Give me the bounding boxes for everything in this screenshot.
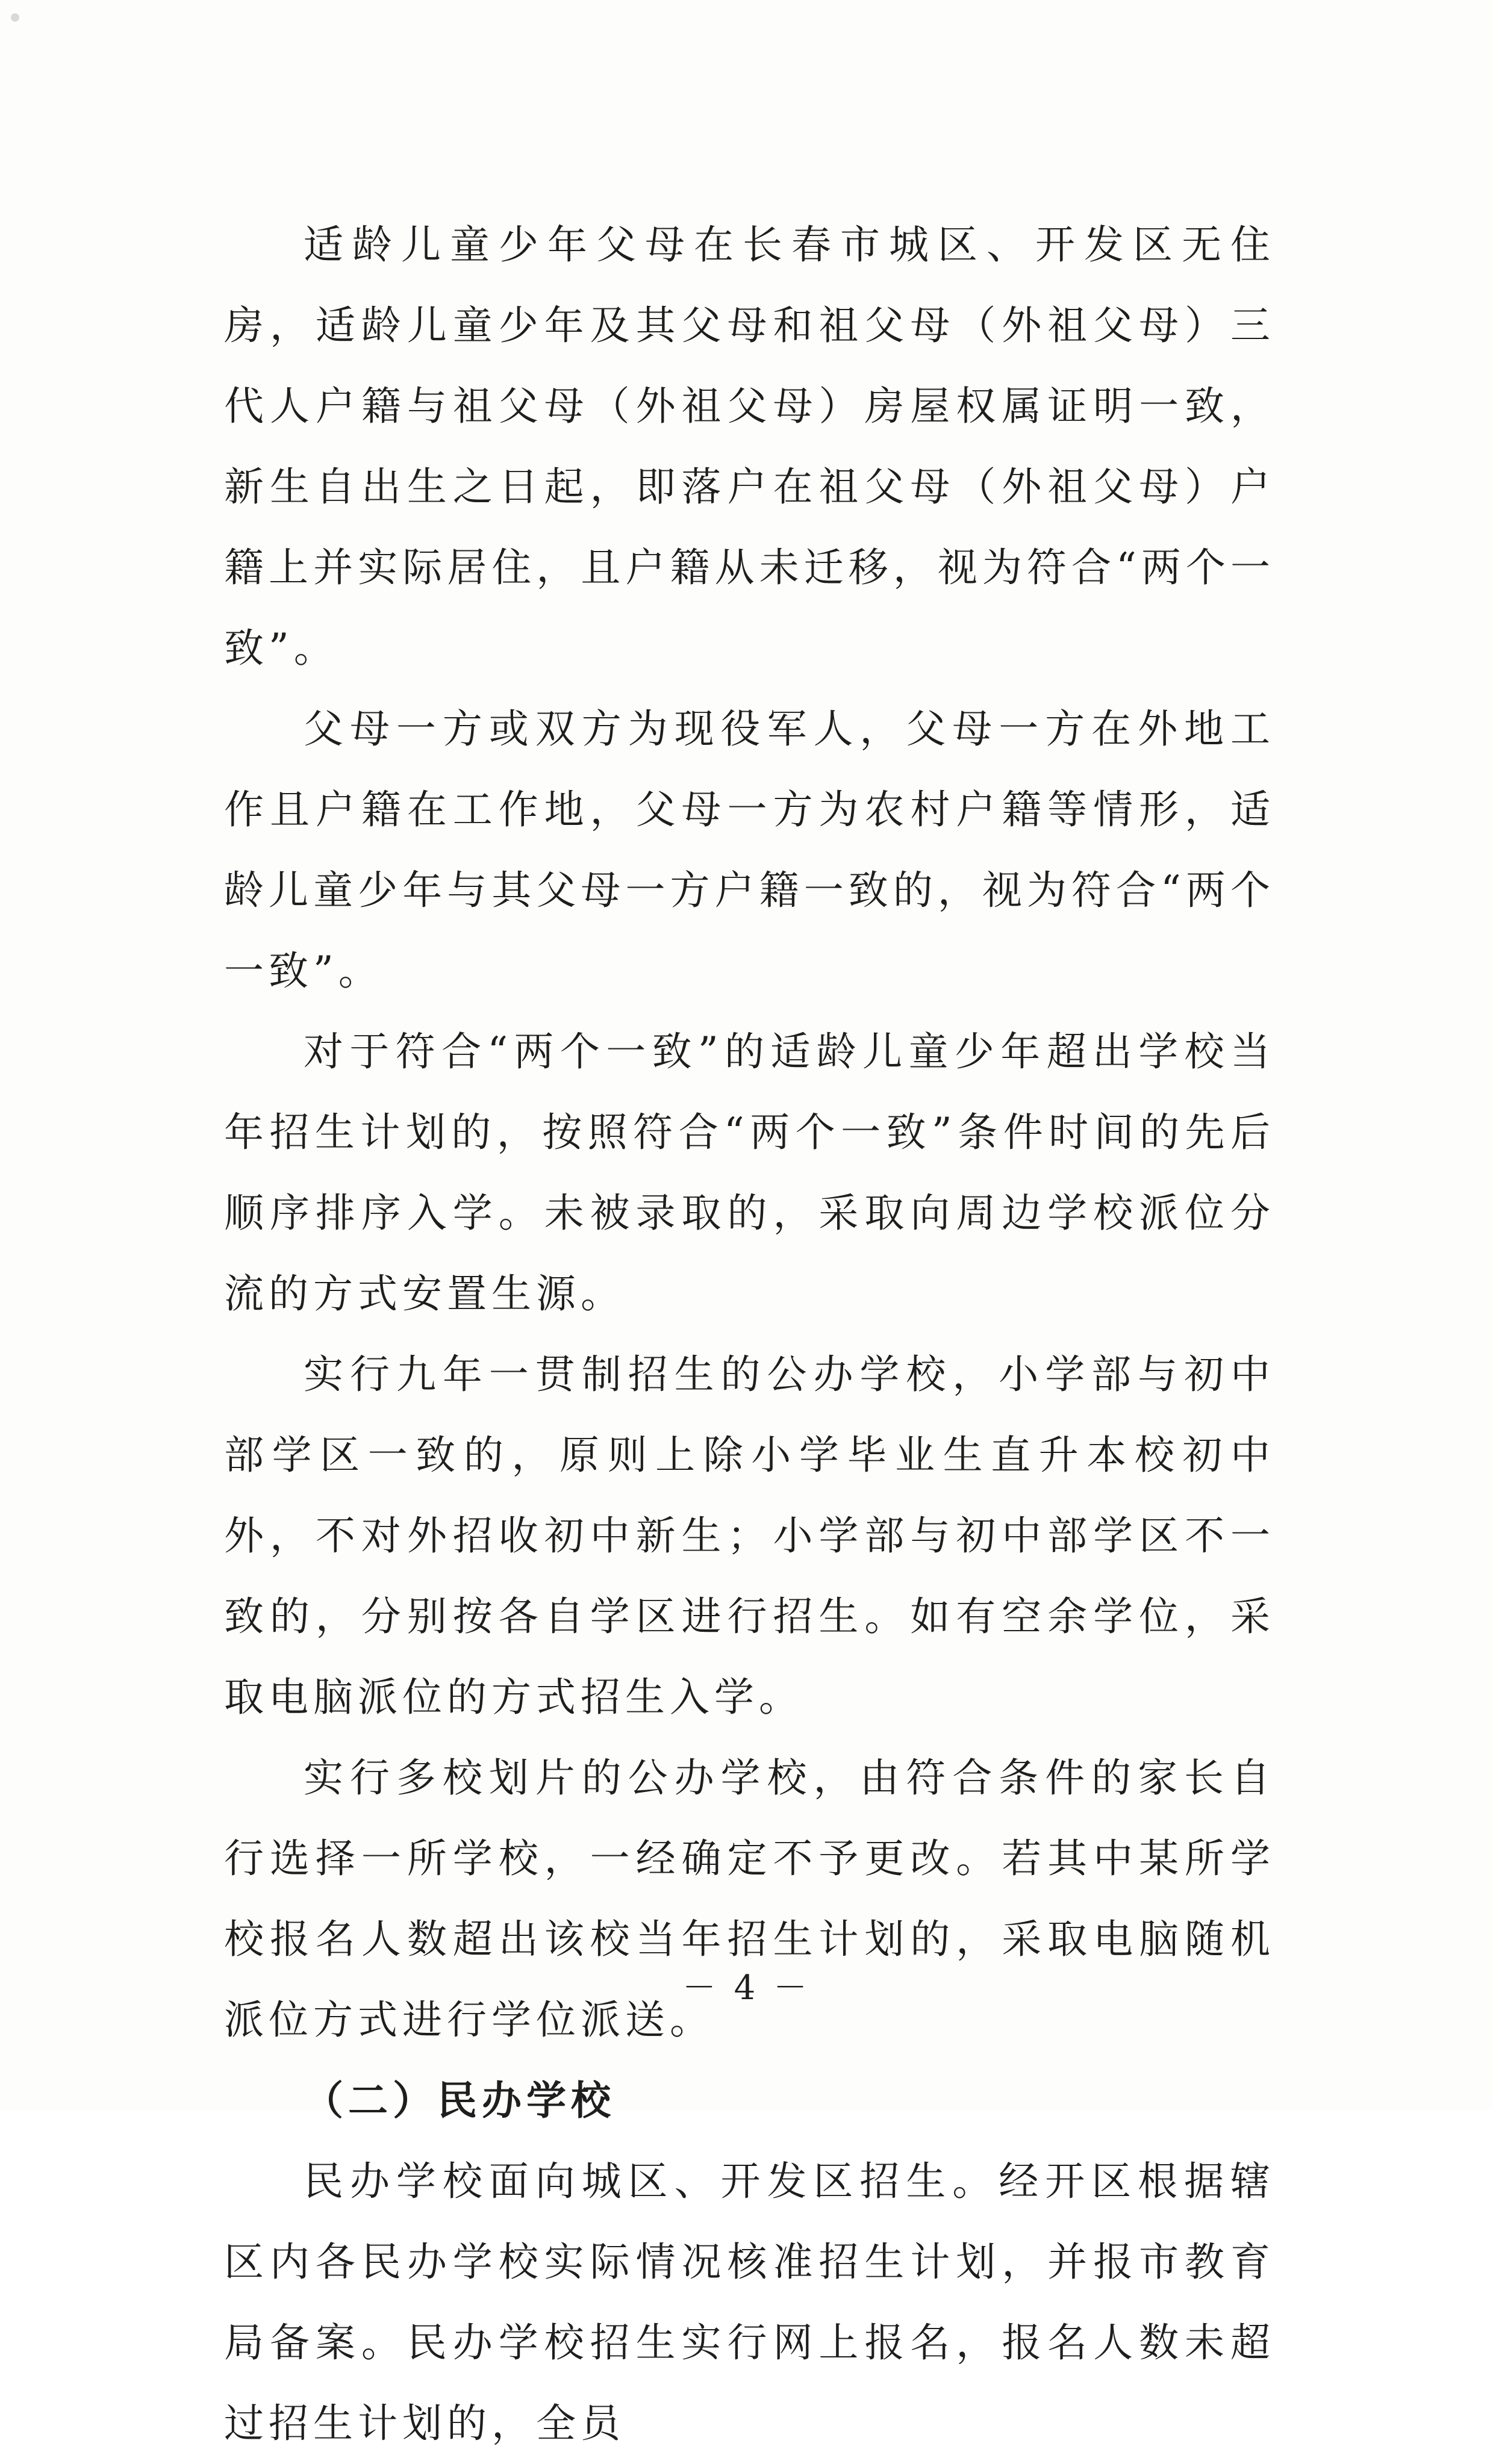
scan-dot xyxy=(11,13,19,22)
paragraph-1: 适龄儿童少年父母在长春市城区、开发区无住房，适龄儿童少年及其父母和祖父母（外祖父母）三代人户籍与祖父母（外祖父母）房屋权属证明一致，新生自出生之日起，即落户在祖父母（外祖父母）户籍上并实际居住，且户籍从未迁移，视为符合“两个一致”。 xyxy=(224,222,1275,671)
paragraph-3: 对于符合“两个一致”的适龄儿童少年超出学校当年招生计划的，按照符合“两个一致”条件时间的先后顺序排序入学。未被录取的，采取向周边学校派位分流的方式安置生源。 xyxy=(224,1028,1275,1317)
paragraph-5: 实行多校划片的公办学校，由符合条件的家长自行选择一所学校，一经确定不予更改。若其中某所学校报名人数超出该校当年招生计划的，采取电脑随机派位方式进行学位派送。 xyxy=(224,1755,1275,2043)
document-body xyxy=(224,205,1275,2464)
section-paragraph: 民办学校面向城区、开发区招生。经开区根据辖区内各民办学校实际情况核准招生计划，并报市教育局备案。民办学校招生实行网上报名，报名人数未超过招生计划的，全员 xyxy=(224,2158,1275,2447)
paragraph-4: 实行九年一贯制招生的公办学校，小学部与初中部学区一致的，原则上除小学毕业生直升本校初中外，不对外招收初中新生；小学部与初中部学区不一致的，分别按各自学区进行招生。如有空余学位，采取电脑派位的方式招生入学。 xyxy=(224,1351,1275,1720)
paragraph-2: 父母一方或双方为现役军人，父母一方在外地工作且户籍在工作地，父母一方为农村户籍等情形，适龄儿童少年与其父母一方户籍一致的，视为符合“两个一致”。 xyxy=(224,706,1275,994)
page-number: － 4 － xyxy=(682,1968,811,2008)
section-heading: （二）民办学校 xyxy=(304,2077,616,2124)
